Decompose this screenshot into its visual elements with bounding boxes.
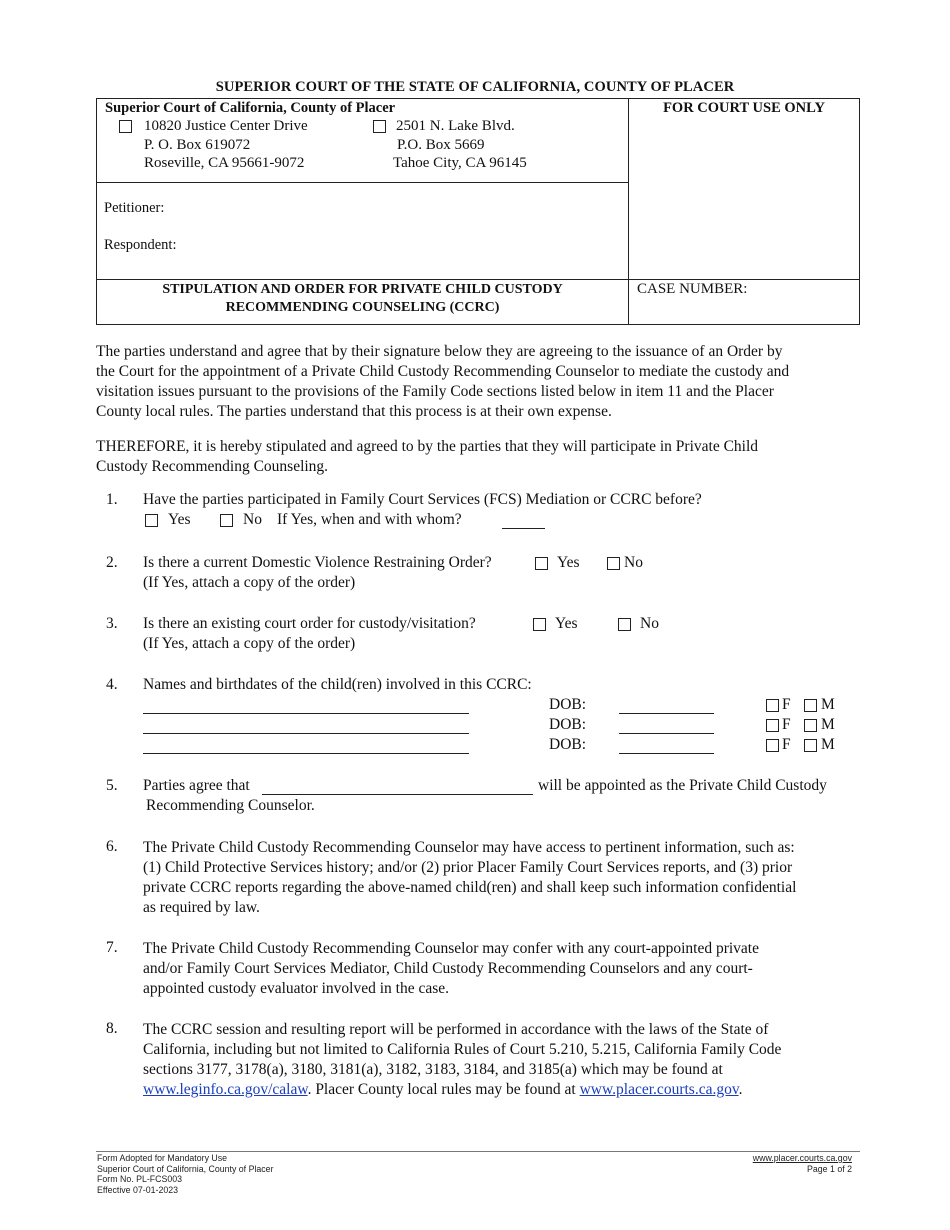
footer-line: Form No. PL-FCS003: [97, 1174, 183, 1184]
item-number: 1.: [106, 491, 118, 508]
text-line: visitation issues pursuant to the provisions of the Family Code sections listed below in item 11 and the Placer: [96, 383, 774, 400]
location-roseville-address: [144, 117, 308, 173]
text-line: The Private Child Custody Recommending Counselor may have access to pertinent information, such as:: [143, 839, 795, 856]
address-line: 2501 N. Lake Blvd.: [396, 118, 515, 134]
form-title-line: STIPULATION AND ORDER FOR PRIVATE CHILD CUSTODY: [162, 282, 563, 297]
male-checkbox[interactable]: [804, 699, 817, 712]
item1-yes-checkbox[interactable]: [145, 514, 158, 527]
text-line: California, including but not limited to California Rules of Court 5.210, 5.215, California Family Code: [143, 1041, 782, 1058]
address-line: Roseville, CA 95661-9072: [144, 155, 305, 171]
item8-mid-text: . Placer County local rules may be found at: [307, 1081, 580, 1098]
text-line: as required by law.: [143, 899, 260, 916]
item3-question: Is there an existing court order for custody/visitation?: [143, 615, 476, 632]
item-number: 6.: [106, 838, 118, 855]
item3-yes-checkbox[interactable]: [533, 618, 546, 631]
item8-text: [143, 1020, 863, 1100]
female-label: F: [782, 716, 791, 733]
item1-yes-label: Yes: [168, 511, 191, 528]
female-checkbox[interactable]: [766, 719, 779, 732]
location-tahoe-address: [393, 117, 527, 173]
male-label: M: [821, 696, 835, 713]
text-line: and/or Family Court Services Mediator, Child Custody Recommending Counselors and any court-: [143, 960, 753, 977]
text-line: THEREFORE, it is hereby stipulated and agreed to by the parties that they will participate in Private Child: [96, 438, 759, 455]
footer-line: Form Adopted for Mandatory Use: [97, 1153, 228, 1163]
item2-question: Is there a current Domestic Violence Restraining Order?: [143, 554, 492, 571]
text-line: the Court for the appointment of a Private Child Custody Recommending Counselor to mediate the custody and: [96, 363, 790, 380]
item2-note: (If Yes, attach a copy of the order): [143, 574, 356, 591]
footer-divider: [96, 1151, 860, 1152]
item1-question: Have the parties participated in Family Court Services (FCS) Mediation or CCRC before?: [143, 491, 702, 508]
child-name-line[interactable]: [143, 733, 469, 734]
footer-line: Effective 07-01-2023: [97, 1184, 179, 1195]
item-number: 4.: [106, 676, 118, 693]
item-number: 5.: [106, 777, 118, 794]
location-tahoe-checkbox[interactable]: [373, 120, 386, 133]
text-line: County local rules. The parties understand that this process is at their own expense.: [96, 403, 612, 420]
item5-after: will be appointed as the Private Child Custody: [538, 777, 827, 794]
item4-question: Names and birthdates of the child(ren) involved in this CCRC:: [143, 676, 532, 693]
address-line: 10820 Justice Center Drive: [144, 118, 308, 134]
dob-label: DOB:: [549, 716, 587, 733]
dob-line[interactable]: [619, 713, 714, 714]
male-checkbox[interactable]: [804, 719, 817, 732]
item5-before: Parties agree that: [143, 777, 250, 794]
male-checkbox[interactable]: [804, 739, 817, 752]
item6-text: [143, 838, 863, 918]
footer-right: [753, 1153, 852, 1174]
male-label: M: [821, 716, 835, 733]
item-number: 3.: [106, 615, 118, 632]
female-label: F: [782, 736, 791, 753]
address-line: P.O. Box 5669: [397, 136, 485, 153]
leginfo-link[interactable]: www.leginfo.ca.gov/calaw: [143, 1081, 308, 1098]
text-line: appointed custody evaluator involved in the case.: [143, 980, 450, 997]
item2-yes-label: Yes: [557, 554, 580, 571]
text-line: The Private Child Custody Recommending Counselor may confer with any court-appointed private: [143, 940, 759, 957]
intro-paragraph: [96, 342, 866, 422]
dob-line[interactable]: [619, 733, 714, 734]
form-title-line: RECOMMENDING COUNSELING (CCRC): [225, 300, 500, 315]
text-line: The parties understand and agree that by their signature below they are agreeing to the issuance of an Order by: [96, 343, 783, 360]
location-roseville-checkbox[interactable]: [119, 120, 132, 133]
address-line: Tahoe City, CA 96145: [393, 155, 527, 171]
stipulation-paragraph: [96, 437, 866, 477]
address-line: P. O. Box 619072: [144, 136, 251, 153]
item1-followup: If Yes, when and with whom?: [277, 511, 462, 528]
placer-courts-link[interactable]: www.placer.courts.ca.gov: [579, 1081, 739, 1098]
item2-no-checkbox[interactable]: [607, 557, 620, 570]
case-number-label: CASE NUMBER:: [637, 281, 748, 297]
text-line: sections 3177, 3178(a), 3180, 3181(a), 3182, 3183, 3184, and 3185(a) which may be found at: [143, 1061, 723, 1078]
female-label: F: [782, 696, 791, 713]
divider: [96, 279, 860, 280]
footer-url[interactable]: www.placer.courts.ca.gov: [752, 1153, 852, 1163]
item2-no-label: No: [624, 554, 643, 571]
item1-no-checkbox[interactable]: [220, 514, 233, 527]
respondent-label: Respondent:: [104, 237, 177, 253]
item-number: 7.: [106, 939, 118, 956]
item1-answer-line[interactable]: [502, 528, 545, 529]
footer-form-info: [97, 1153, 274, 1195]
item1-no-label: No: [243, 511, 262, 528]
dob-line[interactable]: [619, 753, 714, 754]
court-name: Superior Court of California, County of Placer: [105, 100, 396, 116]
item3-no-label: No: [640, 615, 659, 632]
item7-text: [143, 939, 863, 999]
item-number: 2.: [106, 554, 118, 571]
female-checkbox[interactable]: [766, 739, 779, 752]
male-label: M: [821, 736, 835, 753]
counselor-name-line[interactable]: [262, 794, 533, 795]
dob-label: DOB:: [549, 736, 587, 753]
text-line: private CCRC reports regarding the above-named child(ren) and shall keep such information confidential: [143, 879, 797, 896]
for-court-use-label: FOR COURT USE ONLY: [663, 100, 825, 116]
text-line: [143, 1080, 863, 1100]
form-title: [97, 281, 628, 317]
divider: [96, 182, 629, 183]
item2-yes-checkbox[interactable]: [535, 557, 548, 570]
child-name-line[interactable]: [143, 753, 469, 754]
female-checkbox[interactable]: [766, 699, 779, 712]
item3-yes-label: Yes: [555, 615, 578, 632]
footer-line: Superior Court of California, County of Placer: [97, 1163, 274, 1174]
text-line: The CCRC session and resulting report will be performed in accordance with the laws of the State of: [143, 1021, 769, 1038]
page-number: Page 1 of 2: [807, 1163, 852, 1174]
text-line: Custody Recommending Counseling.: [96, 458, 329, 475]
item3-no-checkbox[interactable]: [618, 618, 631, 631]
item-number: 8.: [106, 1020, 118, 1037]
text-line: (1) Child Protective Services history; and/or (2) prior Placer Family Court Services reports, and (3) prior: [143, 859, 793, 876]
petitioner-label: Petitioner:: [104, 200, 165, 216]
child-name-line[interactable]: [143, 713, 469, 714]
court-title: SUPERIOR COURT OF THE STATE OF CALIFORNIA, COUNTY OF PLACER: [215, 79, 735, 95]
item8-end-text: .: [738, 1081, 743, 1098]
dob-label: DOB:: [549, 696, 587, 713]
item5-line2: Recommending Counselor.: [146, 797, 315, 814]
item3-note: (If Yes, attach a copy of the order): [143, 635, 356, 652]
